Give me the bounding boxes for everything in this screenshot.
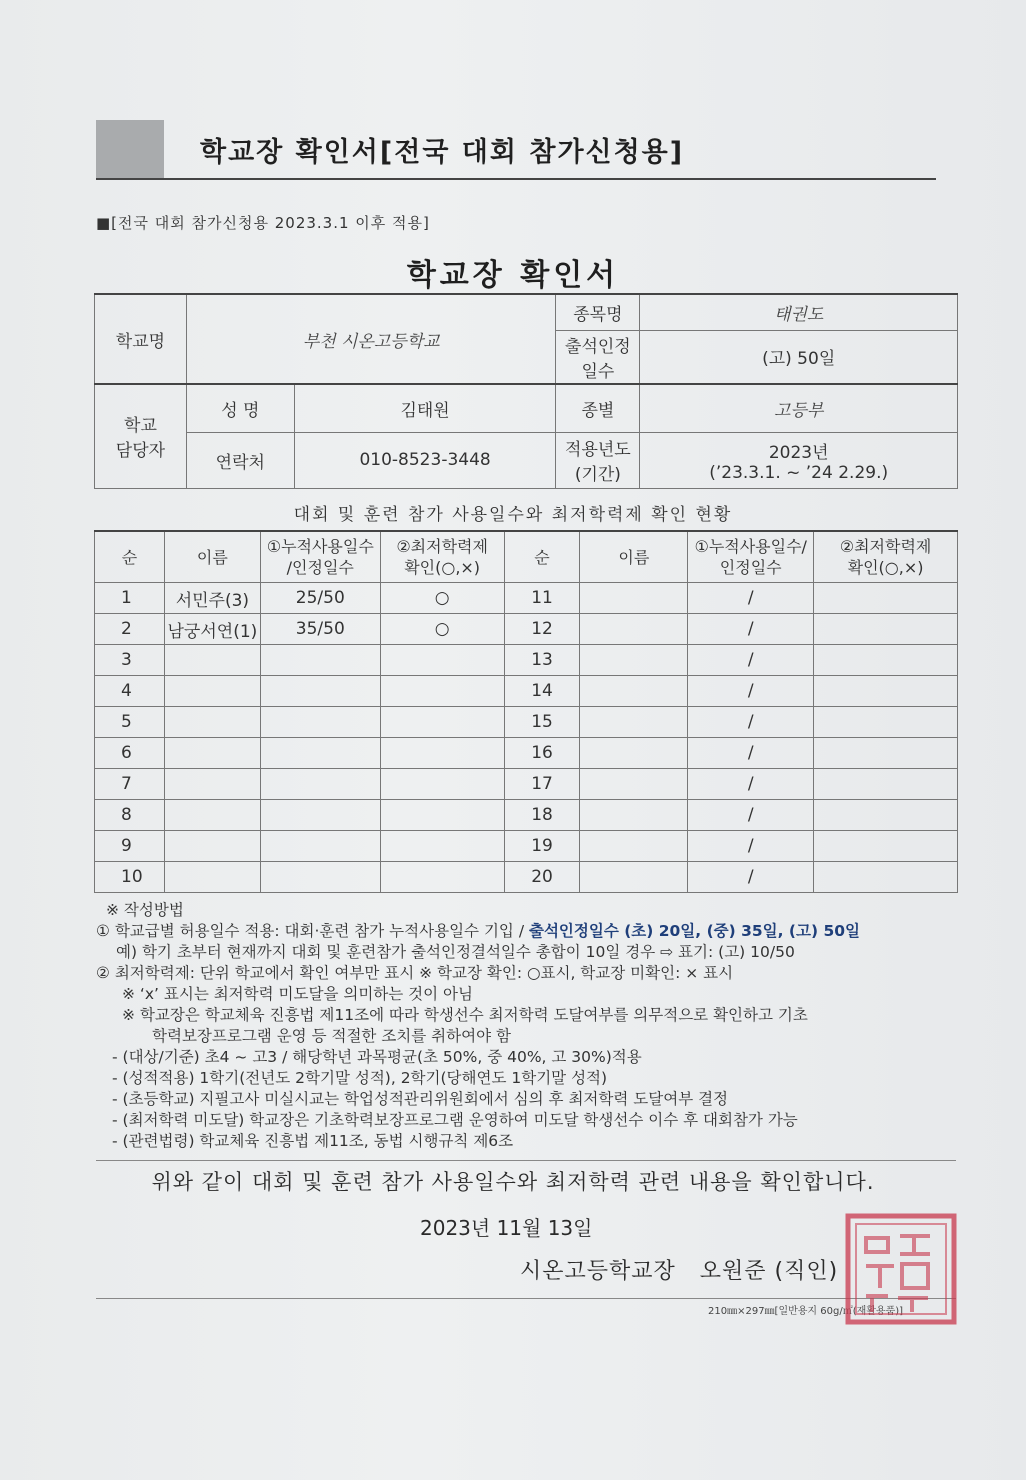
row-num: 2 [95,614,165,645]
row-name-right [580,645,688,676]
table-row [95,707,958,738]
category-value: 고등부 [640,384,958,432]
table-row [95,738,958,769]
row-name [164,831,260,862]
header-marker [96,120,164,178]
row-academic [380,738,504,769]
row-days-right: / [688,707,814,738]
row-academic [380,862,504,893]
note-line-8: - (성적적용) 1학기(전년도 2학기말 성적), 2학기(당해연도 1학기말 성적) [112,1069,608,1087]
row-num: 9 [95,831,165,862]
row-days: 35/50 [260,614,380,645]
attendance-label: 출석인정 일수 [556,330,640,384]
principal-signature: 시온고등학교장 오원준 (직인) [520,1259,839,1284]
row-academic [380,831,504,862]
sport-value: 태권도 [640,294,958,330]
row-days [260,645,380,676]
category-label: 종별 [556,384,640,432]
row-name: 서민주(3) [164,583,260,614]
info-table [94,293,958,489]
row-academic-right [814,769,958,800]
table-row [95,614,958,645]
row-days-right: / [688,614,814,645]
divider [96,1160,956,1161]
row-days-right: / [688,769,814,800]
note-line-7: - (대상/기준) 초4 ~ 고3 / 해당학년 과목평균(초 50%, 중 40%, 고 30%)적용 [112,1048,642,1066]
row-academic-right [814,862,958,893]
col-num-right: 순 [504,531,580,583]
school-value: 부천 시온고등학교 [186,294,556,384]
row-num: 1 [95,583,165,614]
row-academic-right [814,707,958,738]
row-days [260,831,380,862]
row-academic-right [814,738,958,769]
row-name [164,645,260,676]
row-name [164,738,260,769]
row-name-right [580,800,688,831]
official-seal-stamp [842,1210,960,1328]
table-row [95,583,958,614]
row-academic [380,676,504,707]
name-value: 김태원 [294,384,556,432]
row-num: 8 [95,800,165,831]
row-num: 5 [95,707,165,738]
row-name-right [580,862,688,893]
school-label: 학교명 [95,294,187,384]
header-divider [96,178,936,180]
table-row [95,769,958,800]
row-num-right: 17 [504,769,580,800]
row-days [260,800,380,831]
row-name-right [580,769,688,800]
row-num: 4 [95,676,165,707]
year-label: 적용년도 (기간) [556,432,640,488]
row-num: 10 [95,862,165,893]
col-name: 이름 [164,531,260,583]
col-days-right: ①누적사용일수/ 인정일수 [688,531,814,583]
row-days-right: / [688,676,814,707]
row-days [260,707,380,738]
roster-table [94,530,958,893]
row-days-right: / [688,645,814,676]
row-days-right: / [688,738,814,769]
row-num-right: 18 [504,800,580,831]
issue-date: 2023년 11월 13일 [420,1216,593,1240]
row-academic-right [814,676,958,707]
row-days [260,862,380,893]
row-academic-right [814,614,958,645]
roster-header-row [95,531,958,583]
row-name-right [580,583,688,614]
applicability-note: ■[전국 대회 참가신청용 2023.3.1 이후 적용] [96,214,430,232]
row-academic-right [814,645,958,676]
bottom-divider [96,1298,956,1299]
document-title: 학교장 확인서 [406,258,620,293]
note-line-4: ※ ‘x’ 표시는 최저학력 미도달을 의미하는 것이 아님 [122,985,473,1003]
row-days-right: / [688,831,814,862]
table-row [95,831,958,862]
row-academic-right [814,831,958,862]
row-name [164,707,260,738]
row-num-right: 13 [504,645,580,676]
attendance-value: (고) 50일 [640,330,958,384]
note-line-2: 예) 학기 초부터 현재까지 대회 및 훈련참가 출석인정결석일수 총합이 10일 경우 ⇨ 표기: (고) 10/50 [116,943,795,961]
row-num-right: 16 [504,738,580,769]
contact-label: 연락처 [186,432,294,488]
row-name-right [580,614,688,645]
row-days-right: / [688,800,814,831]
note-line-5: ※ 학교장은 학교체육 진흥법 제11조에 따라 학생선수 최저학력 도달여부를 의무적으로 확인하고 기초 [122,1006,808,1024]
note-line-9: - (초등학교) 지필고사 미실시교는 학업성적관리위원회에서 심의 후 최저학력 도달여부 결정 [112,1090,729,1108]
manager-label: 학교 담당자 [95,384,187,488]
row-name-right [580,707,688,738]
row-name-right [580,738,688,769]
row-name: 남궁서연(1) [164,614,260,645]
name-label: 성 명 [186,384,294,432]
row-num-right: 12 [504,614,580,645]
row-num-right: 15 [504,707,580,738]
roster-caption: 대회 및 훈련 참가 사용일수와 최저학력제 확인 현황 [293,505,733,525]
row-num-right: 14 [504,676,580,707]
table-row [95,800,958,831]
col-academic-right: ②최저학력제 확인(○,×) [814,531,958,583]
row-academic-right [814,800,958,831]
notes-heading: ※ 작성방법 [106,901,184,919]
col-num: 순 [95,531,165,583]
row-name-right [580,831,688,862]
instructions [96,900,860,1152]
year-value: 2023년 (’23.3.1. ~ ’24 2.29.) [640,432,958,488]
row-name [164,769,260,800]
confirmation-statement: 위와 같이 대회 및 훈련 참가 사용일수와 최저학력 관련 내용을 확인합니다. [151,1170,875,1194]
row-academic-right [814,583,958,614]
row-academic [380,800,504,831]
row-name-right [580,676,688,707]
row-name [164,676,260,707]
row-days [260,676,380,707]
sport-label: 종목명 [556,294,640,330]
note-line-10: - (최저학력 미도달) 학교장은 기초학력보장프로그램 운영하여 미도달 학생선수 이수 후 대회참가 가능 [112,1111,798,1129]
row-num: 3 [95,645,165,676]
row-days: 25/50 [260,583,380,614]
table-row [95,645,958,676]
row-days [260,769,380,800]
row-academic: ○ [380,614,504,645]
paper-spec: 210㎜×297㎜[일반용지 60g/㎡(재활용품)] [708,1306,904,1317]
row-academic: ○ [380,583,504,614]
row-academic [380,645,504,676]
note-line-6: 학력보장프로그램 운영 등 적절한 조치를 취하여야 함 [152,1027,511,1045]
row-academic [380,707,504,738]
row-num-right: 20 [504,862,580,893]
note-line-1: ① 학교급별 허용일수 적용: 대회·훈련 참가 누적사용일수 기입 / 출석인정일수 (초) 20일, (중) 35일, (고) 50일 [96,922,861,940]
row-name [164,862,260,893]
row-academic [380,769,504,800]
note-line-11: - (관련법령) 학교체육 진흥법 제11조, 동법 시행규칙 제6조 [112,1132,514,1150]
col-academic: ②최저학력제 확인(○,×) [380,531,504,583]
row-days-right: / [688,862,814,893]
row-num: 6 [95,738,165,769]
header-title: 학교장 확인서[전국 대회 참가신청용] [200,137,685,168]
col-days: ①누적사용일수 /인정일수 [260,531,380,583]
table-row [95,862,958,893]
row-days-right: / [688,583,814,614]
row-num-right: 11 [504,583,580,614]
row-name [164,800,260,831]
note-line-3: ② 최저학력제: 단위 학교에서 확인 여부만 표시 ※ 학교장 확인: ○표시, 학교장 미확인: × 표시 [96,964,734,982]
row-days [260,738,380,769]
contact-value: 010-8523-3448 [294,432,556,488]
row-num: 7 [95,769,165,800]
table-row [95,676,958,707]
row-num-right: 19 [504,831,580,862]
col-name-right: 이름 [580,531,688,583]
